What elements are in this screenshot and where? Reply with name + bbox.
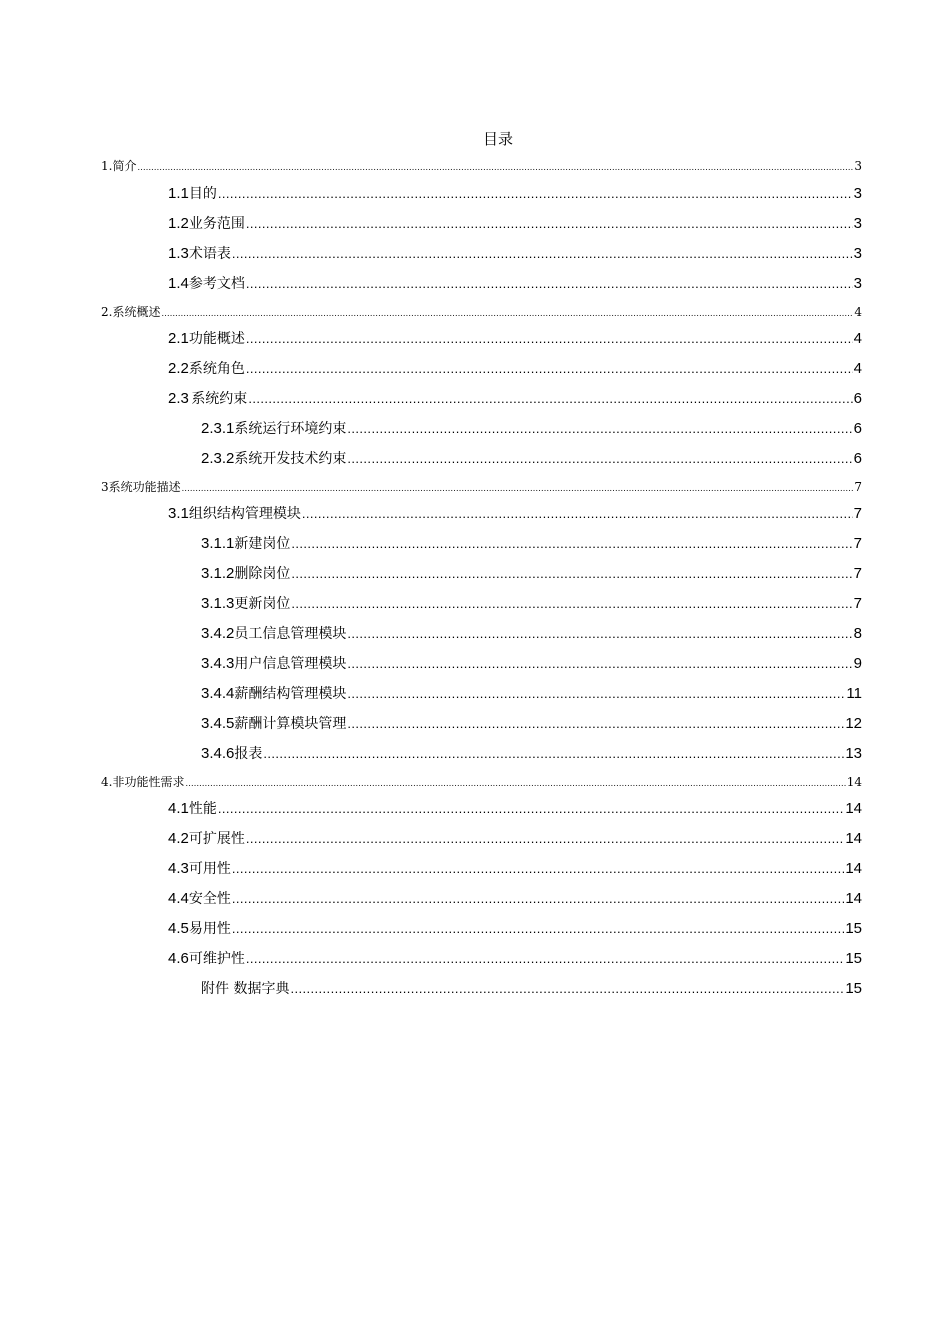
toc-entry[interactable]	[201, 418, 862, 440]
toc-entry[interactable]	[168, 828, 862, 850]
toc-dot-leader	[218, 801, 844, 816]
toc-dot-leader	[246, 951, 844, 966]
toc-entry-label: 系统功能描述	[108, 480, 181, 494]
toc-entry-number: 1.3	[168, 245, 189, 262]
toc-entry-page-number: 12	[845, 715, 862, 732]
toc-entry[interactable]	[201, 533, 862, 555]
toc-entry-number: 2.3.2	[201, 450, 235, 467]
toc-entry[interactable]	[168, 328, 862, 350]
toc-entry-number: 2.1	[168, 330, 189, 347]
toc-entry-label: 薪酬结构管理模块	[234, 686, 347, 702]
toc-entry[interactable]	[168, 918, 862, 940]
toc-entry-page-number: 3	[853, 245, 862, 262]
toc-dot-leader	[246, 361, 853, 376]
toc-dot-leader	[347, 716, 844, 731]
toc-entry-label: 薪酬计算模块管理	[234, 716, 347, 732]
toc-title: 目录	[482, 130, 513, 148]
toc-entry-label: 删除岗位	[234, 566, 291, 582]
toc-dot-leader	[347, 421, 852, 436]
toc-entry-page-number: 14	[845, 830, 862, 847]
toc-entry-label: 可扩展性	[188, 831, 245, 847]
toc-entry[interactable]	[101, 478, 862, 498]
toc-entry[interactable]	[168, 273, 862, 295]
toc-entry-page-number: 15	[845, 920, 862, 937]
toc-entry-number: 2.3.1	[201, 420, 235, 437]
toc-entry-page-number: 14	[845, 890, 862, 907]
toc-entry-label: 系统运行环境约束	[234, 421, 347, 437]
toc-dot-leader	[232, 246, 853, 261]
toc-entry-number: 4.2	[168, 830, 189, 847]
toc-entry-label: 员工信息管理模块	[234, 626, 347, 642]
toc-entry-number: 4.	[101, 775, 113, 789]
toc-entry-number: 1.1	[168, 185, 189, 202]
toc-dot-leader	[218, 186, 853, 201]
toc-entry-page-number: 8	[853, 625, 862, 642]
toc-entry[interactable]	[168, 798, 862, 820]
toc-entry-page-number: 6	[853, 390, 862, 407]
toc-dot-leader	[246, 831, 844, 846]
toc-entry[interactable]	[168, 243, 862, 265]
toc-entry-number: 3.4.6	[201, 745, 235, 762]
toc-entry-page-number: 6	[853, 450, 862, 467]
toc-entry-label: 可维护性	[188, 951, 245, 967]
toc-entry[interactable]	[168, 948, 862, 970]
toc-dot-leader	[232, 861, 844, 876]
toc-entry-page-number: 3	[853, 215, 862, 232]
toc-entry-label: 组织结构管理模块	[188, 506, 301, 522]
toc-entry-page-number: 15	[845, 950, 862, 967]
toc-entry[interactable]	[168, 358, 862, 380]
toc-dot-leader	[232, 891, 844, 906]
toc-dot-leader	[232, 921, 844, 936]
toc-entry[interactable]	[168, 503, 862, 525]
toc-entry-label: 附件 数据字典	[201, 981, 290, 997]
toc-entry-number: 4.6	[168, 950, 189, 967]
toc-entry-page-number: 3	[853, 275, 862, 292]
toc-entry[interactable]	[201, 683, 862, 705]
toc-dot-leader	[248, 391, 852, 406]
toc-entry-number: 3.4.3	[201, 655, 235, 672]
toc-entry-page-number: 14	[845, 800, 862, 817]
toc-dot-leader	[290, 981, 844, 996]
toc-entry-label: 性能	[188, 801, 217, 817]
toc-entry[interactable]	[101, 303, 862, 323]
toc-entry-number: 1.4	[168, 275, 189, 292]
toc-dot-leader	[161, 309, 853, 318]
toc-entry-page-number: 4	[853, 360, 862, 377]
toc-entry-number: 4.5	[168, 920, 189, 937]
toc-entry[interactable]	[168, 858, 862, 880]
toc-entry-number: 3.1.1	[201, 535, 235, 552]
toc-entry[interactable]	[201, 623, 862, 645]
toc-entry-number: 4.4	[168, 890, 189, 907]
toc-entry-number: 2.3	[168, 390, 189, 407]
toc-entry-number: 1.	[101, 159, 113, 173]
toc-entry[interactable]	[168, 388, 862, 410]
toc-entry-label: 系统开发技术约束	[234, 451, 347, 467]
toc-entry[interactable]	[101, 773, 862, 793]
toc-entry-number: 3.1.3	[201, 595, 235, 612]
toc-entry-number: 3.4.4	[201, 685, 235, 702]
toc-entry-label: 报表	[234, 746, 263, 762]
toc-entry-page-number: 14	[845, 860, 862, 877]
toc-entry-number: 3.4.2	[201, 625, 235, 642]
toc-entry-page-number: 9	[853, 655, 862, 672]
toc-entry-label: 更新岗位	[234, 596, 291, 612]
toc-entry-label: 用户信息管理模块	[234, 656, 347, 672]
toc-dot-leader	[302, 506, 853, 521]
toc-entry-label: 系统约束	[191, 391, 248, 407]
toc-entry-number: 3	[101, 480, 109, 494]
toc-entry-number: 2.	[101, 305, 113, 319]
toc-entry-number: 4.3	[168, 860, 189, 877]
toc-dot-leader	[347, 656, 852, 671]
toc-dot-leader	[291, 596, 852, 611]
toc-entry-label: 安全性	[188, 891, 231, 907]
toc-entry[interactable]	[168, 888, 862, 910]
toc-entry[interactable]	[201, 713, 862, 735]
toc-entry-page-number: 7	[853, 565, 862, 582]
toc-dot-leader	[246, 331, 853, 346]
toc-entry-page-number: 4	[853, 330, 862, 347]
toc-dot-leader	[291, 566, 852, 581]
toc-entry[interactable]	[201, 593, 862, 615]
toc-entry-label: 可用性	[188, 861, 231, 877]
toc-entry-number: 2.2	[168, 360, 189, 377]
toc-entry-label: 系统角色	[188, 361, 245, 377]
toc-entry-page-number: 15	[845, 980, 862, 997]
toc-entry-number: 1.2	[168, 215, 189, 232]
toc-dot-leader	[182, 484, 854, 493]
toc-entry-number: 3.1.2	[201, 565, 235, 582]
toc-entry-number: 3.4.5	[201, 715, 235, 732]
toc-dot-leader	[347, 451, 852, 466]
toc-entry[interactable]	[168, 213, 862, 235]
toc-entry-label: 参考文档	[188, 276, 245, 292]
toc-entry-label: 新建岗位	[234, 536, 291, 552]
toc-entry[interactable]	[201, 743, 862, 765]
toc-entry-label: 功能概述	[188, 331, 245, 347]
toc-entry-page-number: 7	[853, 535, 862, 552]
toc-entry-page-number: 14	[846, 775, 862, 789]
toc-dot-leader	[137, 163, 853, 172]
toc-entry[interactable]	[201, 563, 862, 585]
toc-entry-page-number: 7	[853, 595, 862, 612]
toc-entry[interactable]	[201, 653, 862, 675]
toc-entry-number: 4.1	[168, 800, 189, 817]
toc-entry[interactable]	[201, 978, 862, 1000]
toc-entry-page-number: 3	[854, 159, 862, 173]
toc-entry-label: 系统概述	[112, 305, 161, 319]
toc-entry-page-number: 13	[845, 745, 862, 762]
toc-dot-leader	[263, 746, 844, 761]
toc-entry-page-number: 6	[853, 420, 862, 437]
toc-dot-leader	[291, 536, 852, 551]
toc-entry-label: 术语表	[188, 246, 231, 262]
toc-dot-leader	[246, 276, 853, 291]
toc-dot-leader	[347, 626, 852, 641]
toc-entry[interactable]	[101, 157, 862, 177]
toc-entry-number: 3.1	[168, 505, 189, 522]
toc-entry-label: 简介	[112, 159, 137, 173]
toc-entry-label: 业务范围	[188, 216, 245, 232]
toc-entry-page-number: 3	[853, 185, 862, 202]
toc-entry-page-number: 4	[854, 305, 862, 319]
toc-dot-leader	[246, 216, 853, 231]
toc-entry-label: 易用性	[188, 921, 231, 937]
toc-entry-page-number: 7	[854, 480, 862, 494]
toc-dot-leader	[185, 779, 845, 788]
toc-entry-page-number: 11	[846, 685, 862, 702]
toc-entry-label: 非功能性需求	[112, 775, 185, 789]
toc-entry[interactable]	[201, 448, 862, 470]
toc-entry-page-number: 7	[853, 505, 862, 522]
toc-dot-leader	[347, 686, 845, 701]
toc-entry-label: 目的	[188, 186, 217, 202]
toc-entry[interactable]	[168, 183, 862, 205]
